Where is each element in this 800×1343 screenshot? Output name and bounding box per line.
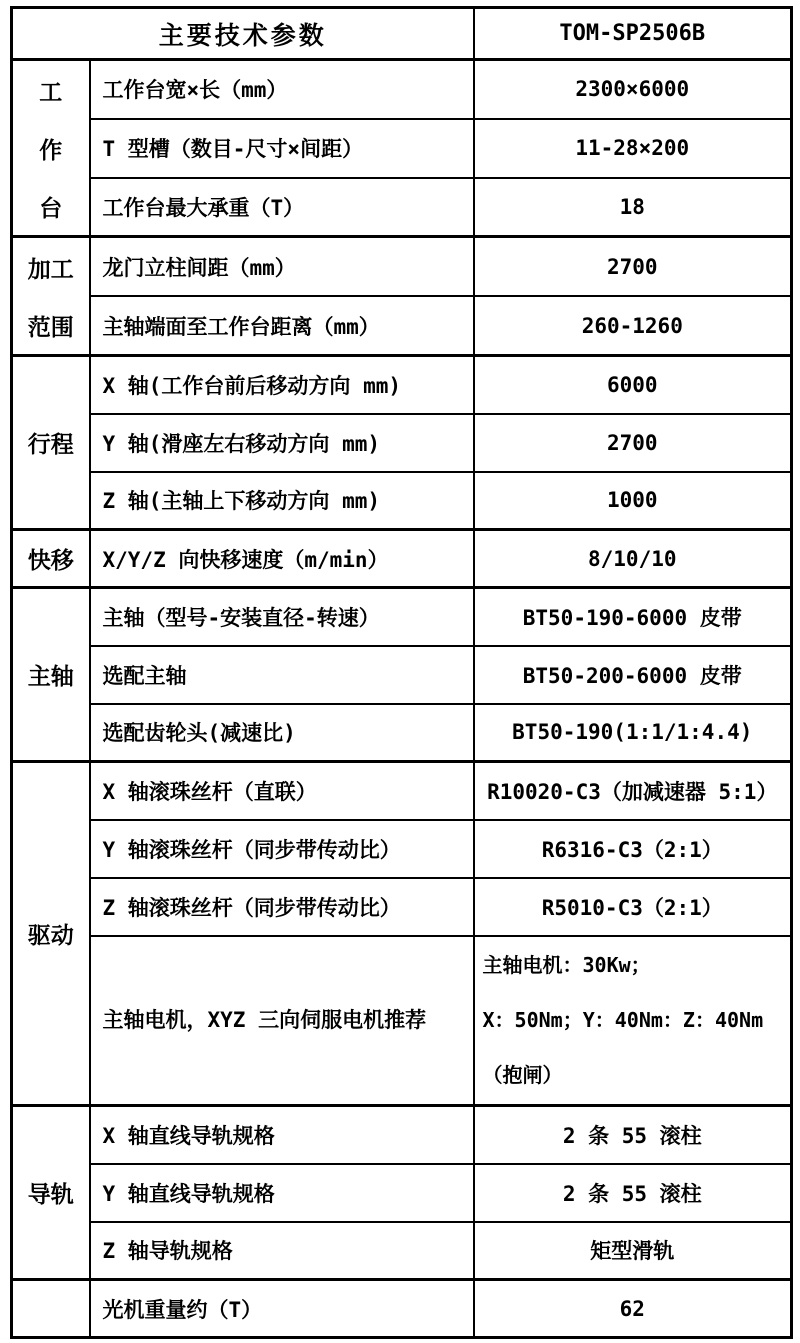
value-cell [474, 646, 792, 704]
param-label: 主轴端面至工作台距离（mm） [102, 314, 380, 339]
table-row [12, 530, 792, 588]
param-label: Y 轴滚珠丝杆（同步带传动比） [102, 837, 401, 862]
value-cell [474, 356, 792, 414]
table-row [12, 356, 792, 414]
value-cell [474, 588, 792, 646]
param-cell [90, 1280, 474, 1338]
group-cell-drive [12, 762, 90, 1106]
value-cell [474, 60, 792, 119]
table-row [12, 472, 792, 530]
param-value: 2 条 55 滚柱 [562, 1181, 702, 1206]
param-label: X 轴滚珠丝杆（直联） [102, 779, 317, 804]
param-label: Y 轴(滑座左右移动方向 mm) [102, 431, 381, 456]
group-label-char: 作 [39, 137, 63, 164]
param-label: Y 轴直线导轨规格 [102, 1181, 275, 1206]
table-row [12, 878, 792, 936]
group-label-char: 台 [39, 195, 63, 222]
value-cell [474, 820, 792, 878]
param-value: BT50-200-6000 皮带 [522, 663, 742, 688]
param-cell [90, 646, 474, 704]
table-header-row [12, 8, 792, 60]
param-cell [90, 296, 474, 356]
value-cell-multiline [474, 936, 792, 1106]
param-label: T 型槽（数目-尺寸×间距） [102, 137, 364, 161]
param-cell [90, 588, 474, 646]
model-header-cell [474, 8, 792, 60]
table-row [12, 178, 792, 237]
param-value: 1000 [606, 488, 658, 513]
param-value: 2 条 55 滚柱 [562, 1123, 702, 1148]
table-row [12, 1280, 792, 1338]
table-row [12, 762, 792, 820]
table-row [12, 60, 792, 119]
table-row [12, 414, 792, 472]
group-label-vertical [13, 238, 89, 354]
value-line: 主轴电机：30Kw； [482, 952, 651, 977]
param-cell [90, 1106, 474, 1164]
param-cell [90, 936, 474, 1106]
param-label: X 轴直线导轨规格 [102, 1123, 275, 1148]
param-cell [90, 1222, 474, 1280]
value-cell [474, 296, 792, 356]
param-label: Z 轴导轨规格 [102, 1239, 233, 1264]
param-value: 62 [619, 1296, 645, 1321]
group-label: 快移 [27, 548, 74, 574]
param-label: 主轴电机，XYZ 三向伺服电机推荐 [102, 1008, 427, 1033]
param-cell [90, 356, 474, 414]
value-cell [474, 878, 792, 936]
param-label: 光机重量约（T） [102, 1297, 263, 1322]
table-row-motor [12, 936, 792, 1106]
param-value: 矩型滑轨 [590, 1239, 675, 1264]
value-cell [474, 414, 792, 472]
param-label: Z 轴滚珠丝杆（同步带传动比） [102, 895, 401, 920]
param-cell [90, 237, 474, 297]
param-cell [90, 178, 474, 237]
table-row [12, 119, 792, 178]
table-row [12, 646, 792, 704]
table-row [12, 1164, 792, 1222]
param-cell [90, 762, 474, 820]
value-cell [474, 1222, 792, 1280]
group-label-vertical [13, 61, 89, 235]
param-cell [90, 414, 474, 472]
param-value: 2700 [606, 254, 658, 279]
param-value: 8/10/10 [588, 546, 677, 571]
table-row [12, 1106, 792, 1164]
param-label: X/Y/Z 向快移速度（m/min） [102, 547, 389, 572]
value-cell [474, 472, 792, 530]
group-cell-work-range [12, 237, 90, 356]
group-cell-worktable [12, 60, 90, 237]
group-cell-guideway [12, 1106, 90, 1280]
value-cell [474, 1280, 792, 1338]
value-cell [474, 1164, 792, 1222]
value-cell [474, 237, 792, 297]
param-value: 6000 [606, 372, 658, 397]
param-label: 选配主轴 [102, 663, 187, 688]
param-header-label: 主要技术参数 [158, 20, 327, 50]
value-cell [474, 530, 792, 588]
param-cell [90, 119, 474, 178]
param-cell [90, 1164, 474, 1222]
value-cell [474, 762, 792, 820]
group-label: 主轴 [27, 664, 74, 690]
param-value: BT50-190-6000 皮带 [522, 605, 742, 630]
param-cell [90, 472, 474, 530]
table-row [12, 296, 792, 356]
param-cell [90, 820, 474, 878]
param-label: Z 轴(主轴上下移动方向 mm) [102, 489, 381, 514]
param-value: R6316-C3（2:1） [541, 837, 723, 862]
value-line: （抱闸） [482, 1062, 563, 1087]
group-label: 导轨 [27, 1182, 74, 1208]
value-line: X：50Nm；Y：40Nm：Z：40Nm [482, 1007, 764, 1032]
param-value: R10020-C3（加减速器 5:1） [487, 779, 778, 804]
table-row [12, 588, 792, 646]
group-cell-spindle [12, 588, 90, 762]
param-cell [90, 704, 474, 762]
value-cell [474, 119, 792, 178]
param-cell [90, 60, 474, 119]
param-value: 2300×6000 [575, 77, 690, 102]
param-value: 18 [619, 194, 645, 219]
table-row [12, 1222, 792, 1280]
table-row [12, 237, 792, 297]
param-header-cell [12, 8, 474, 60]
param-label: 工作台最大承重（T） [102, 195, 305, 220]
param-label: 龙门立柱间距（mm） [102, 255, 296, 280]
group-label-part: 范围 [27, 314, 74, 341]
group-cell-empty [12, 1280, 90, 1338]
group-cell-rapid [12, 530, 90, 588]
table-row [12, 820, 792, 878]
value-cell [474, 704, 792, 762]
param-value: 11-28×200 [575, 136, 690, 160]
group-label-part: 加工 [27, 256, 74, 283]
spec-table [10, 6, 793, 1339]
table-row [12, 704, 792, 762]
param-value: 260-1260 [581, 313, 683, 338]
param-cell [90, 878, 474, 936]
group-label-char: 工 [39, 79, 63, 106]
value-cell [474, 178, 792, 237]
param-value: BT50-190(1:1/1:4.4) [512, 720, 753, 745]
param-label: X 轴(工作台前后移动方向 mm) [102, 373, 402, 398]
group-label: 行程 [27, 432, 74, 458]
group-cell-travel [12, 356, 90, 530]
value-cell [474, 1106, 792, 1164]
param-label: 主轴（型号-安装直径-转速） [102, 605, 380, 630]
param-value: 2700 [606, 430, 658, 455]
model-label: TOM-SP2506B [559, 21, 706, 46]
param-label: 选配齿轮头(减速比) [102, 721, 296, 746]
param-label: 工作台宽×长（mm） [102, 78, 288, 103]
param-value: R5010-C3（2:1） [541, 895, 723, 920]
param-cell [90, 530, 474, 588]
group-label: 驱动 [27, 923, 74, 949]
